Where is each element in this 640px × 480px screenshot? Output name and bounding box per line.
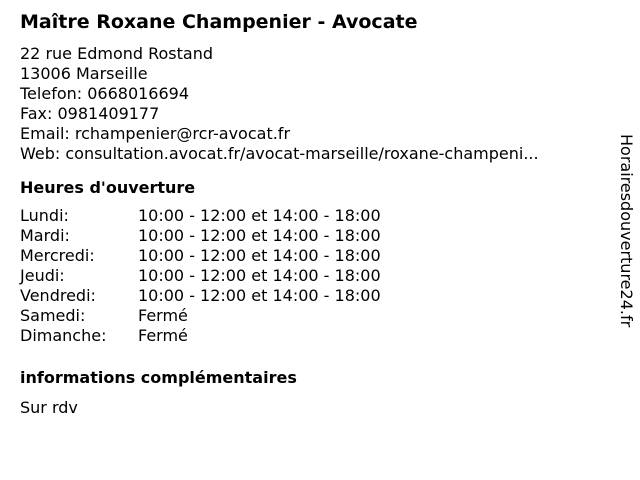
hours-row-sunday <box>20 326 600 346</box>
opening-hours-table <box>20 206 600 346</box>
address-street: 22 rue Edmond Rostand <box>20 44 214 63</box>
address-city: 13006 Marseille <box>20 64 148 83</box>
hours-day-value: 10:00 - 12:00 et 14:00 - 18:00 <box>138 286 381 305</box>
hours-day-label: Mardi: <box>20 226 70 245</box>
hours-day-label: Jeudi: <box>20 266 65 285</box>
hours-row-saturday <box>20 306 600 326</box>
hours-day-value: 10:00 - 12:00 et 14:00 - 18:00 <box>138 266 381 285</box>
phone-number: Telefon: 0668016694 <box>20 84 190 103</box>
hours-day-label: Mercredi: <box>20 246 95 265</box>
additional-info-heading: informations complémentaires <box>20 368 297 387</box>
hours-row-thursday <box>20 266 600 286</box>
fax-number: Fax: 0981409177 <box>20 104 160 123</box>
hours-day-value: Fermé <box>138 326 188 345</box>
hours-row-monday <box>20 206 600 226</box>
hours-day-value: Fermé <box>138 306 188 325</box>
hours-day-label: Vendredi: <box>20 286 96 305</box>
hours-day-label: Samedi: <box>20 306 86 325</box>
email-address: Email: rchampenier@rcr-avocat.fr <box>20 124 291 143</box>
website-url: Web: consultation.avocat.fr/avocat-marseille/roxane-champeni... <box>20 144 539 163</box>
site-watermark: Horairesdouverture24.fr <box>617 134 636 328</box>
additional-info-text: Sur rdv <box>20 398 78 417</box>
page-title: Maître Roxane Champenier - Avocate <box>20 11 418 33</box>
business-card <box>20 10 600 418</box>
hours-row-tuesday <box>20 226 600 246</box>
hours-day-value: 10:00 - 12:00 et 14:00 - 18:00 <box>138 226 381 245</box>
hours-day-label: Dimanche: <box>20 326 107 345</box>
hours-day-value: 10:00 - 12:00 et 14:00 - 18:00 <box>138 246 381 265</box>
hours-day-value: 10:00 - 12:00 et 14:00 - 18:00 <box>138 206 381 225</box>
hours-row-friday <box>20 286 600 306</box>
hours-day-label: Lundi: <box>20 206 69 225</box>
opening-hours-heading: Heures d'ouverture <box>20 178 196 197</box>
hours-row-wednesday <box>20 246 600 266</box>
